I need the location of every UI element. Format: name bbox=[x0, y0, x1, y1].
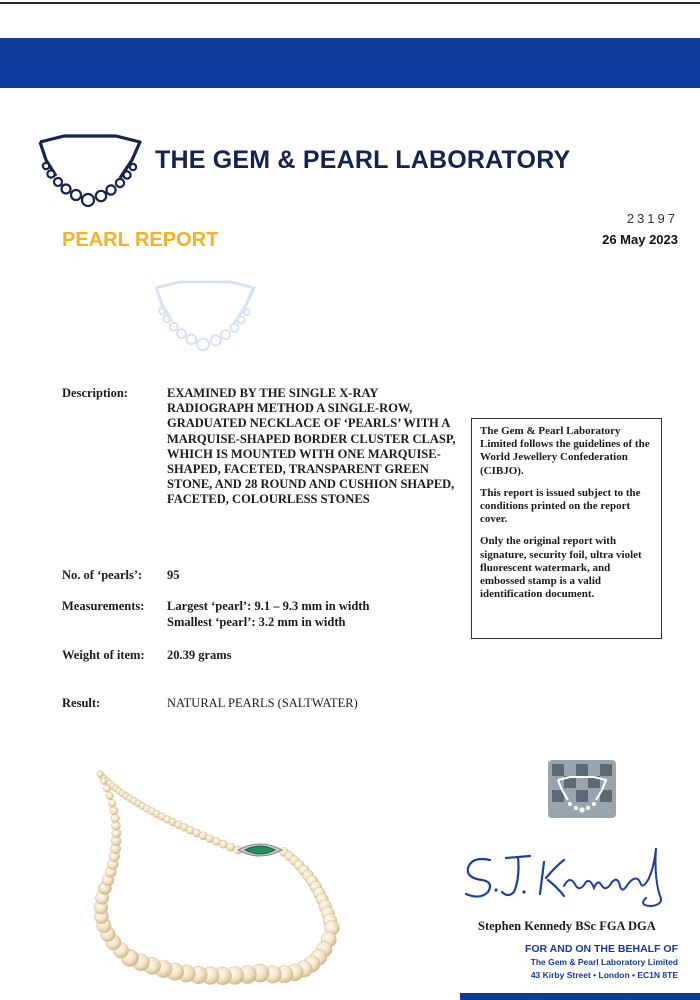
notice-guidelines: The Gem & Pearl Laboratory Limited follows the guidelines of the World Jewellery Confederation (CIBJO). bbox=[480, 425, 650, 477]
behalf-line: FOR AND ON THE BEHALF OF bbox=[524, 943, 678, 955]
notice-validity: Only the original report with signature, security foil, ultra violet fluorescent watermark, and embossed stamp is a valid identification document. bbox=[480, 535, 642, 601]
cibjo-notice-box bbox=[471, 418, 662, 639]
description-value: EXAMINED BY THE SINGLE X-RAY RADIOGRAPH METHOD A SINGLE-ROW, GRADUATED NECKLACE OF ‘PEARLS’ WITH A MARQUISE-SHAPED BORDER CLUSTER CLASP, WHICH IS MOUNTED WITH ONE MARQUISE-SHAPED, FACETED, TRANSPARENT GREEN STONE, AND 28 ROUND AND CUSHION SHAPED, FACETED, COLOURLESS STONES bbox=[167, 386, 456, 507]
pearl bbox=[110, 807, 118, 815]
weight-value: 20.39 grams bbox=[167, 648, 232, 662]
pearl bbox=[97, 771, 103, 777]
pearl bbox=[103, 785, 110, 792]
handwritten-signature bbox=[460, 838, 680, 910]
report-title: PEARL REPORT bbox=[62, 229, 219, 251]
lab-name: THE GEM & PEARL LABORATORY bbox=[155, 146, 571, 174]
behalf-block bbox=[525, 943, 678, 982]
measurements-label: Measurements: bbox=[62, 599, 145, 613]
header-band bbox=[0, 38, 700, 88]
behalf-address: 43 Kirby Street • London • EC1N 8TE bbox=[530, 970, 678, 980]
pearl bbox=[100, 778, 107, 785]
pearl bbox=[106, 792, 114, 800]
pearl-count-label: No. of ‘pearls’: bbox=[62, 568, 143, 582]
necklace-watermark-icon bbox=[150, 278, 260, 358]
report-number: 23197 bbox=[626, 211, 678, 226]
result-label: Result: bbox=[62, 696, 101, 710]
result-value: NATURAL PEARLS (SALTWATER) bbox=[167, 696, 358, 710]
pearl bbox=[108, 799, 116, 807]
weight-label: Weight of item: bbox=[62, 648, 145, 662]
measurements-largest: Largest ‘pearl’: 9.1 – 9.3 mm in width bbox=[167, 599, 370, 613]
signer-name: Stephen Kennedy BSc FGA DGA bbox=[478, 919, 656, 933]
behalf-company: The Gem & Pearl Laboratory Limited bbox=[530, 957, 678, 967]
security-foil-icon bbox=[548, 760, 616, 818]
report-date: 26 May 2023 bbox=[602, 232, 678, 247]
footer-band bbox=[460, 993, 700, 1000]
notice-conditions: This report is issued subject to the conditions printed on the report cover. bbox=[480, 486, 641, 526]
necklace-logo-icon bbox=[34, 132, 146, 214]
necklace-photo bbox=[70, 768, 350, 990]
pearl-count-value: 95 bbox=[167, 568, 180, 582]
pearl bbox=[111, 814, 120, 823]
measurements-smallest: Smallest ‘pearl’: 3.2 mm in width bbox=[167, 615, 346, 629]
description-label: Description: bbox=[62, 386, 128, 400]
top-rule bbox=[0, 2, 700, 4]
pearl bbox=[226, 843, 234, 851]
